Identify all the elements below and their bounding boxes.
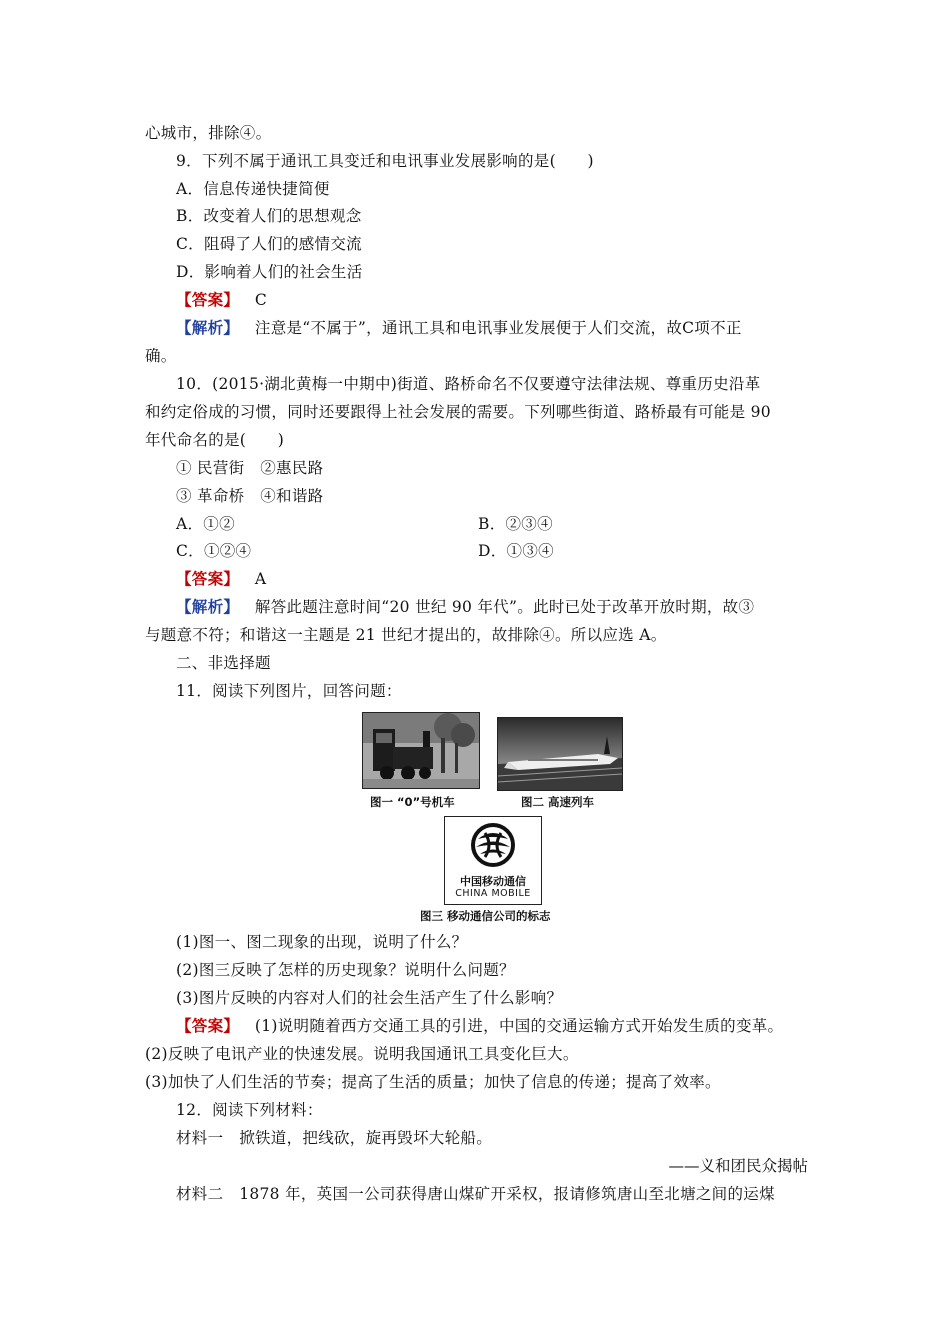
figure3-caption: 图三 移动通信公司的标志 xyxy=(420,909,551,923)
q10-analysis-text: 解答此题注意时间“20 世纪 90 年代”。此时已处于改革开放时期，故③ xyxy=(254,598,755,616)
locomotive-photo xyxy=(362,712,480,789)
q10-items-row1: ① 民营街 ②惠民路 xyxy=(176,459,324,477)
q9-option-c: C．阻碍了人们的感情交流 xyxy=(176,235,362,253)
q10-analysis-line xyxy=(176,597,754,617)
q10-stem-line2: 和约定俗成的习惯，同时还要跟得上社会发展的需要。下列哪些街道、路桥最有可能是 90 xyxy=(145,403,771,421)
q10-analysis-continued: 与题意不符；和谐这一主题是 21 世纪才提出的，故排除④。所以应选 A。 xyxy=(145,626,667,644)
q11-answer-line xyxy=(176,1016,783,1036)
q10-answer: A xyxy=(254,570,267,588)
q9-analysis-continued: 确。 xyxy=(145,347,177,365)
q10-option-d: D．①③④ xyxy=(478,542,554,560)
q12-stem: 12．阅读下列材料： xyxy=(176,1101,323,1119)
q10-stem-line3: 年代命名的是( ) xyxy=(145,431,285,449)
q9-option-b: B．改变着人们的思想观念 xyxy=(176,207,362,225)
q11-sub2: (2)图三反映了怎样的历史现象？说明什么问题？ xyxy=(176,961,515,979)
q10-answer-line xyxy=(176,569,266,589)
locomotive-image xyxy=(363,713,479,788)
q9-analysis-line xyxy=(176,318,742,338)
q9-answer: C xyxy=(254,291,268,309)
answer-tag: 【答案】 xyxy=(176,290,240,309)
figure2-caption: 图二 高速列车 xyxy=(521,795,595,809)
logo-english-text: CHINA MOBILE xyxy=(455,888,531,899)
q9-stem: 9．下列不属于通讯工具变迁和电讯事业发展影响的是( ) xyxy=(176,152,594,170)
q11-stem: 11．阅读下列图片，回答问题： xyxy=(176,682,402,700)
q10-option-a: A．①② xyxy=(176,515,235,533)
answer-tag: 【答案】 xyxy=(176,1016,240,1035)
q12-material-1-source: ——义和团民众揭帖 xyxy=(668,1157,808,1175)
q9-analysis-text: 注意是“不属于”，通讯工具和电讯事业发展便于人们交流，故C项不正 xyxy=(254,319,742,337)
q9-option-d: D．影响着人们的社会生活 xyxy=(176,263,363,281)
q8-tail-text: 心城市，排除④。 xyxy=(145,124,272,142)
q11-answer-3: (3)加快了人们生活的节奏；提高了生活的质量；加快了信息的传递；提高了效率。 xyxy=(145,1073,721,1091)
q9-option-a: A．信息传递快捷简便 xyxy=(176,180,330,198)
section-heading: 二、非选择题 xyxy=(176,654,271,672)
q10-stem-line1: 10．(2015·湖北黄梅一中期中)街道、路桥命名不仅要遵守法律法规、尊重历史沿革 xyxy=(176,375,761,393)
analysis-tag: 【解析】 xyxy=(176,597,240,616)
q10-option-c: C．①②④ xyxy=(176,542,252,560)
q12-material-1: 材料一 掀铁道，把线砍，旋再毁坏大轮船。 xyxy=(176,1129,493,1147)
q11-sub1: (1)图一、图二现象的出现，说明了什么？ xyxy=(176,933,468,951)
q11-answer-1: (1)说明随着西方交通工具的引进，中国的交通运输方式开始发生质的变革。 xyxy=(254,1017,784,1035)
high-speed-train-photo xyxy=(497,717,623,791)
china-mobile-logo-figure xyxy=(444,816,542,905)
figure1-caption: 图一 “0”号机车 xyxy=(370,795,455,809)
logo-chinese-text: 中国移动通信 xyxy=(460,875,526,888)
q11-sub3: (3)图片反映的内容对人们的社会生活产生了什么影响？ xyxy=(176,989,563,1007)
analysis-tag: 【解析】 xyxy=(176,318,240,337)
q9-answer-line xyxy=(176,290,267,310)
q10-items-row2: ③ 革命桥 ④和谐路 xyxy=(176,487,324,505)
answer-tag: 【答案】 xyxy=(176,569,240,588)
china-mobile-logo-icon xyxy=(445,817,541,875)
q10-option-b: B．②③④ xyxy=(478,515,553,533)
q11-answer-2: (2)反映了电讯产业的快速发展。说明我国通讯工具变化巨大。 xyxy=(145,1045,579,1063)
train-image xyxy=(498,718,622,790)
q12-material-2: 材料二 1878 年，英国一公司获得唐山煤矿开采权，报请修筑唐山至北塘之间的运煤 xyxy=(176,1185,775,1203)
